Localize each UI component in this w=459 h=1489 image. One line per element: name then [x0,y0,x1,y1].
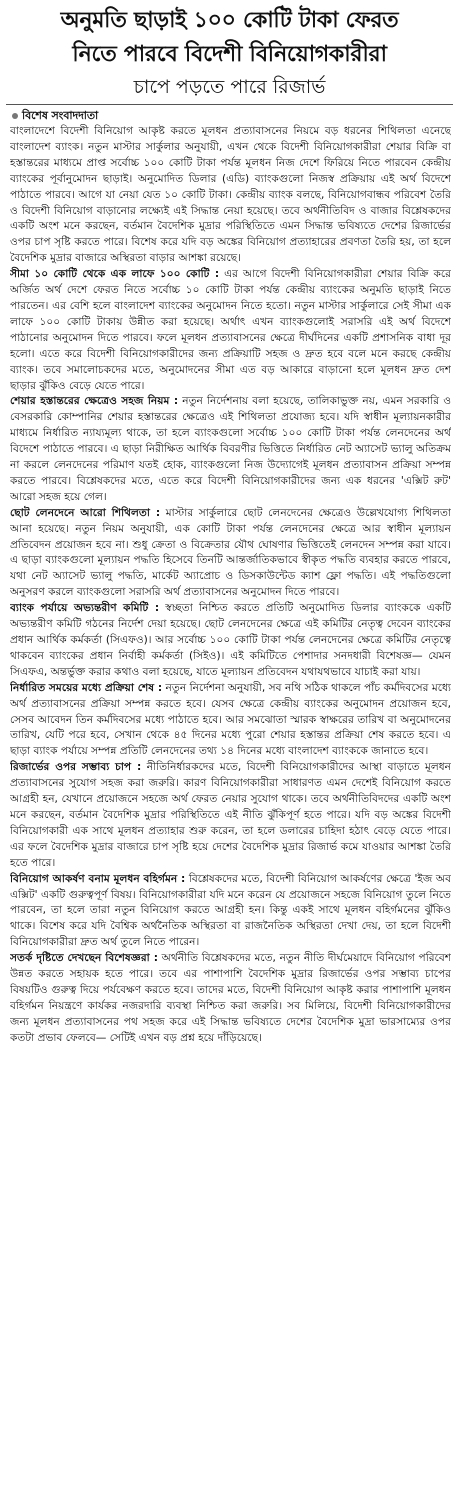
headline-line-1: অনুমতি ছাড়াই ১০০ কোটি টাকা ফেরত [60,8,399,33]
headline [4,4,455,72]
headline-line-2: নিতে পারবে বিদেশী বিনিয়োগকারীরা [72,42,387,67]
paragraph-lead: সতর্ক দৃষ্টিতে দেখছেন বিশেষজ্ঞরা : [10,952,158,965]
article-body [10,108,451,1489]
paragraph-text: বাংলাদেশে বিদেশী বিনিয়োগ আকৃষ্ট করতে মূলধন প্রত্যাবাসনের নিয়মে বড় ধরনের শিথিলতা এনেছে বাংলাদেশ ব্যাংক। নতুন মাস্টার সার্কুলার অনুযায়ী, এখন থেকে বিদেশী বিনিয়োগকারীরা শেয়ার বিক্রি বা হস্তান্তরের মাধ্যমে প্রাপ্ত সর্বোচ্চ ১০০ কোটি টাকা পর্যন্ত মূলধন নিজ দেশে ফিরিয়ে নিতে পারবেন কেন্দ্রীয় ব্যাংকের পূর্বানুমোদন ছাড়াই। অনুমোদিত ডিলার (এডি) ব্যাংকগুলো নিজস্ব প্রক্রিয়ায় এই অর্থ বিদেশে পাঠাতে পারবে। আগে যা নেয়া যেত ১০ কোটি টাকা। কেন্দ্রীয় ব্যাংক বলছে, বিনিয়োগবান্ধব পরিবেশ তৈরি ও বিদেশী বিনিয়োগ বাড়ানোর লক্ষ্যেই এই সিদ্ধান্ত নেয়া হয়েছে। তবে অর্থনীতিবিদ ও বাজার বিশ্লেষকদের একটি অংশ মনে করছেন, বর্তমান বৈদেশিক মুদ্রার পরিস্থিতিতে এমন সিদ্ধান্ত ভবিষ্যতে দেশের রিজার্ভের ওপর চাপ সৃষ্টি করতে পারে। বিশেষ করে যদি বড় অঙ্কের বিনিয়োগ প্রত্যাহারের প্রবণতা তৈরি হয়, তা হলে বৈদেশিক মুদ্রার বাজারে অস্থিরতা বাড়ার আশঙ্কা রয়েছে। [10,125,451,265]
paragraph [10,681,451,761]
paragraph-lead: ব্যাংক পর্যায়ে অভ্যন্তরীণ কমিটি : [10,602,160,615]
paragraph-text: বিশ্লেষকদের মতে, বিদেশী বিনিয়োগ আকর্ষণের ক্ষেত্রে 'ইজ অব এক্সিট' একটি গুরুত্বপূর্ণ বিষয়। বিনিয়োগকারীরা যদি মনে করেন যে প্রয়োজনে সহজে বিনিয়োগ তুলে নিতে পারবেন, তা হলে তারা নতুন বিনিয়োগ করতে আগ্রহী হন। কিন্তু একই সাথে মূলধন বহির্গমনের ঝুঁকিও থাকে। বিশেষ করে যদি বৈশ্বিক অর্থনৈতিক অস্থিরতা বা রাজনৈতিক অস্থিরতা দেখা দেয়, তা হলে বিদেশী বিনিয়োগকারীরা দ্রুত অর্থ তুলে নিতে পারেন। [10,872,451,949]
paragraph-lead: ছোট লেনদেনে আরো শিথিলতা : [10,506,161,519]
paragraph [10,506,451,601]
paragraph-lead: বিনিয়োগ আকর্ষণ বনাম মূলধন বহির্গমন : [10,872,186,885]
article-content [10,124,451,1489]
paragraph-text: নীতিনির্ধারকদের মতে, বিদেশী বিনিয়োগকারীদের আস্থা বাড়াতে মূলধন প্রত্যাবাসনের সুযোগ সহজ করা জরুরি। কারণ বিনিয়োগকারীরা সাধারণত এমন দেশেই বিনিয়োগ করতে আগ্রহী হন, যেখানে প্রয়োজনে সহজে অর্থ ফেরত নেয়ার সুযোগ থাকে। তবে অর্থনীতিবিদদের একটি অংশ মনে করছেন, বর্তমান বৈদেশিক মুদ্রার পরিস্থিতিতে এই নীতি ঝুঁকিপূর্ণ হতে পারে। যদি বড় অঙ্কের বিদেশী বিনিয়োগকারী এক সাথে মূলধন প্রত্যাহার শুরু করেন, তা হলে ডলারের চাহিদা হঠাৎ বেড়ে যেতে পারে। এর ফলে বৈদেশিক মুদ্রার বাজারে চাপ সৃষ্টি হয়ে দেশের বৈদেশিক মুদ্রার রিজার্ভ কমে যাওয়ার আশঙ্কা তৈরি হতে পারে। [10,761,451,869]
paragraph-text: নতুন নির্দেশনা অনুযায়ী, সব নথি সঠিক থাকলে পাঁচ কর্মদিবসের মধ্যে অর্থ প্রত্যাবাসনের প্রক্রিয়া সম্পন্ন করতে হবে। যেসব ক্ষেত্রে কেন্দ্রীয় ব্যাংকের অনুমোদন প্রয়োজন হবে, সেসব আবেদন তিন কর্মদিবসের মধ্যে পাঠাতে হবে। আর সমঝোতা স্মারক স্বাক্ষরের তারিখ বা অনুমোদনের তারিখ, যেটি পরে হবে, সেখান থেকে ৪৫ দিনের মধ্যে পুরো শেয়ার হস্তান্তর প্রক্রিয়া শেষ করতে হবে। এ ছাড়া ব্যাংক পর্যায়ে সম্পন্ন প্রতিটি লেনদেনের তথ্য ১৪ দিনের মধ্যে বাংলাদেশ ব্যাংককে জানাতে হবে। [10,681,451,758]
paragraph [10,267,451,394]
paragraph-text: অর্থনীতি বিশ্লেষকদের মতে, নতুন নীতি দীর্ঘমেয়াদে বিনিয়োগ পরিবেশ উন্নত করতে সহায়ক হতে পারে। তবে এর পাশাপাশি বৈদেশিক মুদ্রার রিজার্ভের ওপর সম্ভাব্য চাপের বিষয়টিও গুরুত্ব দিয়ে পর্যবেক্ষণ করতে হবে। তাদের মতে, বিদেশী বিনিয়োগ আকৃষ্ট করার পাশাপাশি মূলধন বহির্গমন নিয়ন্ত্রণে কার্যকর নজরদারি ব্যবস্থা নিশ্চিত করা জরুরি। সব মিলিয়ে, বিদেশী বিনিয়োগকারীদের জন্য মূলধন প্রত্যাবাসনের পথ সহজ করে এই সিদ্ধান্ত ভবিষ্যতে দেশের বৈদেশিক মুদ্রা ভারসাম্যের ওপর কতটা প্রভাব ফেলবে— সেটিই এখন বড় প্রশ্ন হয়ে দাঁড়িয়েছে। [10,952,451,1044]
paragraph-text: এর আগে বিদেশী বিনিয়োগকারীরা শেয়ার বিক্রি করে অর্জিত অর্থ দেশে ফেরত নিতে সর্বোচ্চ ১০ কোটি টাকা পর্যন্ত কেন্দ্রীয় ব্যাংকের অনুমতি ছাড়াই নিতে পারতেন। এর বেশি হলে বাংলাদেশ ব্যাংকের অনুমোদন নিতে হতো। নতুন মাস্টার সার্কুলারে সেই সীমা এক লাফে ১০০ কোটি টাকায় উন্নীত করা হয়েছে। অর্থাৎ এখন ব্যাংকগুলোই সরাসরি এই অর্থ বিদেশে পাঠানোর অনুমোদন দিতে পারবে। ফলে মূলধন প্রত্যাবাসনের ক্ষেত্রে দীর্ঘদিনের একটি প্রশাসনিক বাধা দূর হলো। এতে করে বিদেশী বিনিয়োগকারীদের জন্য প্রক্রিয়াটি সহজ ও দ্রুত হবে বলে মনে করছে কেন্দ্রীয় ব্যাংক। তবে সমালোচকদের মতে, অনুমোদনের সীমা এত বড় আকারে বাড়ানো হলে মূলধন দ্রুত দেশ ছাড়ার ঝুঁকিও বেড়ে যেতে পারে। [10,268,451,392]
divider [6,104,453,105]
paragraph [10,872,451,952]
paragraph [10,951,451,1046]
paragraph-lead: রিজার্ভের ওপর সম্ভাব্য চাপ : [10,761,142,774]
paragraph-text: মাস্টার সার্কুলারে ছোট লেনদেনের ক্ষেত্রেও উল্লেখযোগ্য শিথিলতা আনা হয়েছে। নতুন নিয়ম অনুযায়ী, এক কোটি টাকা পর্যন্ত লেনদেনের ক্ষেত্রে আর স্বাধীন মূল্যায়ন প্রতিবেদন প্রয়োজন হবে না। শুধু ক্রেতা ও বিক্রেতার যৌথ ঘোষণার ভিত্তিতেই লেনদেন সম্পন্ন করা যাবে। এ ছাড়া ব্যাংকগুলো মূল্যায়ন পদ্ধতি হিসেবে তিনটি আন্তর্জাতিকভাবে স্বীকৃত পদ্ধতি ব্যবহার করতে পারবে, যথা নেট অ্যাসেট ভ্যালু পদ্ধতি, মার্কেট অ্যাপ্রোচ ও ডিসকাউন্টেড ক্যাশ ফ্লো পদ্ধতি। এই পদ্ধতিগুলো অনুসরণ করলে ব্যাংকগুলো সরাসরি অর্থ প্রত্যাবাসনের অনুমোদন দিতে পারবে। [10,506,451,599]
byline-text: বিশেষ সংবাদদাতা [22,109,99,122]
paragraph-text: স্বচ্ছতা নিশ্চিত করতে প্রতিটি অনুমোদিত ডিলার ব্যাংককে একটি অভ্যন্তরীণ কমিটি গঠনের নির্দেশ দেয়া হয়েছে। ছোট লেনদেনের ক্ষেত্রে এই কমিটির নেতৃত্ব দেবেন ব্যাংকের প্রধান আর্থিক কর্মকর্তা (সিএফও)। আর সর্বোচ্চ ১০০ কোটি টাকা পর্যন্ত লেনদেনের ক্ষেত্রে কমিটির নেতৃত্বে থাকবেন ব্যাংকের প্রধান নির্বাহী কর্মকর্তা (সিইও)। এই কমিটিতে পেশাদার সনদধারী বিশেষজ্ঞ— যেমন সিএফএ, অন্তর্ভুক্ত করার কথাও বলা হয়েছে, যাতে মূল্যায়ন প্রতিবেদন যথাযথভাবে যাচাই করা যায়। [10,602,451,678]
paragraph [10,601,451,681]
paragraph-lead: সীমা ১০ কোটি থেকে এক লাফে ১০০ কোটি : [10,268,220,281]
paragraph [10,394,451,505]
paragraph [10,760,451,871]
paragraph-lead: শেয়ার হস্তান্তরের ক্ষেত্রেও সহজ নিয়ম : [10,395,179,408]
bullet-icon [12,113,18,119]
paragraph-text: নতুন নির্দেশনায় বলা হয়েছে, তালিকাভুক্ত নয়, এমন সরকারি ও বেসরকারি কোম্পানির শেয়ার হস্তান্তরের ক্ষেত্রেও এই শিথিলতা প্রযোজ্য হবে। যদি স্বাধীন মূল্যায়নকারীর মাধ্যমে নির্ধারিত ন্যায্যমূল্য থাকে, তা হলে ব্যাংকগুলো সর্বোচ্চ ১০০ কোটি টাকা পর্যন্ত লেনদেনের অর্থ বিদেশে পাঠাতে পারবে। এ ছাড়া নিরীক্ষিত আর্থিক বিবরণীর ভিত্তিতে নির্ধারিত নেট অ্যাসেট ভ্যালু অতিক্রম না করলে লেনদেনের পরিমাণ যতই হোক, ব্যাংকগুলো নিজ উদ্যোগেই মূলধন প্রত্যাবাসন প্রক্রিয়া সম্পন্ন করতে পারবে। বিশ্লেষকদের মতে, এতে করে বিদেশী বিনিয়োগকারীদের জন্য এক ধরনের 'এক্সিট রুট' আরো সহজ হয়ে গেল। [10,395,451,503]
paragraph-lead: নির্ধারিত সময়ের মধ্যে প্রক্রিয়া শেষ : [10,681,163,694]
byline [12,108,451,124]
paragraph [10,124,451,267]
subheadline: চাপে পড়তে পারে রিজার্ভ [133,76,326,98]
